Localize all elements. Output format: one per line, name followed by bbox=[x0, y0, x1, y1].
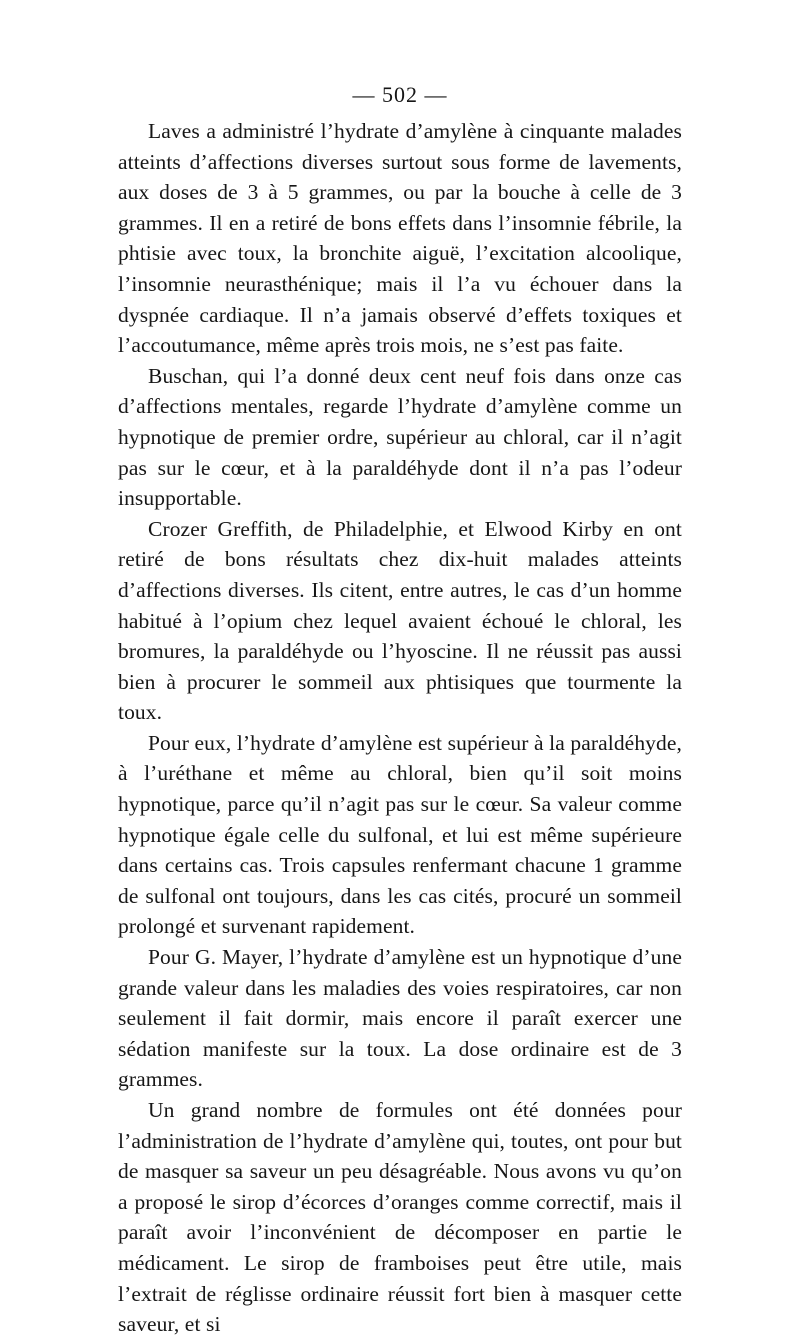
paragraph-buschan: Buschan, qui l’a donné deux cent neuf fois dans onze cas d’affections mentales, regarde l’hydrate d’amylène comme un hypnotique de premier ordre, supérieur au chloral, car il n’agit pas sur le cœur, et à la paraldéhyde dont il n’a pas l’odeur insupportable. bbox=[118, 363, 682, 511]
paragraph-laves: Laves a administré l’hydrate d’amylène à cinquante malades atteints d’affections diverses surtout sous forme de lavements, aux doses de 3 à 5 grammes, ou par la bouche à celle de 3 grammes. Il en a retiré de bons effets dans l’insomnie fébrile, la phtisie avec toux, la bronchite aiguë, l’excitation alcoolique, l’insomnie neurasthénique; mais il l’a vu échouer dans la dyspnée cardiaque. Il n’a jamais observé d’effets toxiques et l’accoutumance, même après trois mois, ne s’est pas faite. bbox=[118, 119, 682, 358]
book-page bbox=[118, 80, 682, 1340]
paragraph-formules: Un grand nombre de formules ont été données pour l’administration de l’hydrate d’amylène qui, toutes, ont pour but de masquer sa saveur un peu désagréable. Nous avons vu qu’on a proposé le sirop d’écorces d’oranges comme correctif, mais il paraît avoir l’inconvénient de décomposer en partie le médicament. Le sirop de framboises peut être utile, mais l’extrait de réglisse ordinaire réussit fort bien à masquer cette saveur, et si bbox=[118, 1098, 682, 1337]
paragraph-crozer-greffith: Crozer Greffith, de Philadelphie, et Elwood Kirby en ont retiré de bons résultats chez dix-huit malades atteints d’affections diverses. Ils citent, entre autres, le cas d’un homme habitué à l’opium chez lequel avaient échoué le chloral, les bromures, la paraldéhyde ou l’hyoscine. Il ne réussit pas aussi bien à procurer le sommeil aux phtisiques que tourmente la toux. bbox=[118, 516, 682, 725]
paragraph-pour-eux: Pour eux, l’hydrate d’amylène est supérieur à la paraldéhyde, à l’uréthane et même au chloral, bien qu’il soit moins hypnotique, parce qu’il n’agit pas sur le cœur. Sa valeur comme hypnotique égale celle du sulfonal, et lui est même supérieure dans certains cas. Trois capsules renfermant chacune 1 gramme de sulfonal ont toujours, dans les cas cités, procuré un sommeil prolongé et survenant rapidement. bbox=[118, 730, 682, 939]
page-number: — 502 — bbox=[352, 82, 448, 107]
paragraph-g-mayer: Pour G. Mayer, l’hydrate d’amylène est un hypnotique d’une grande valeur dans les maladies des voies respiratoires, car non seulement il fait dormir, mais encore il paraît exercer une sédation manifeste sur la toux. La dose ordinaire est de 3 grammes. bbox=[118, 945, 682, 1092]
